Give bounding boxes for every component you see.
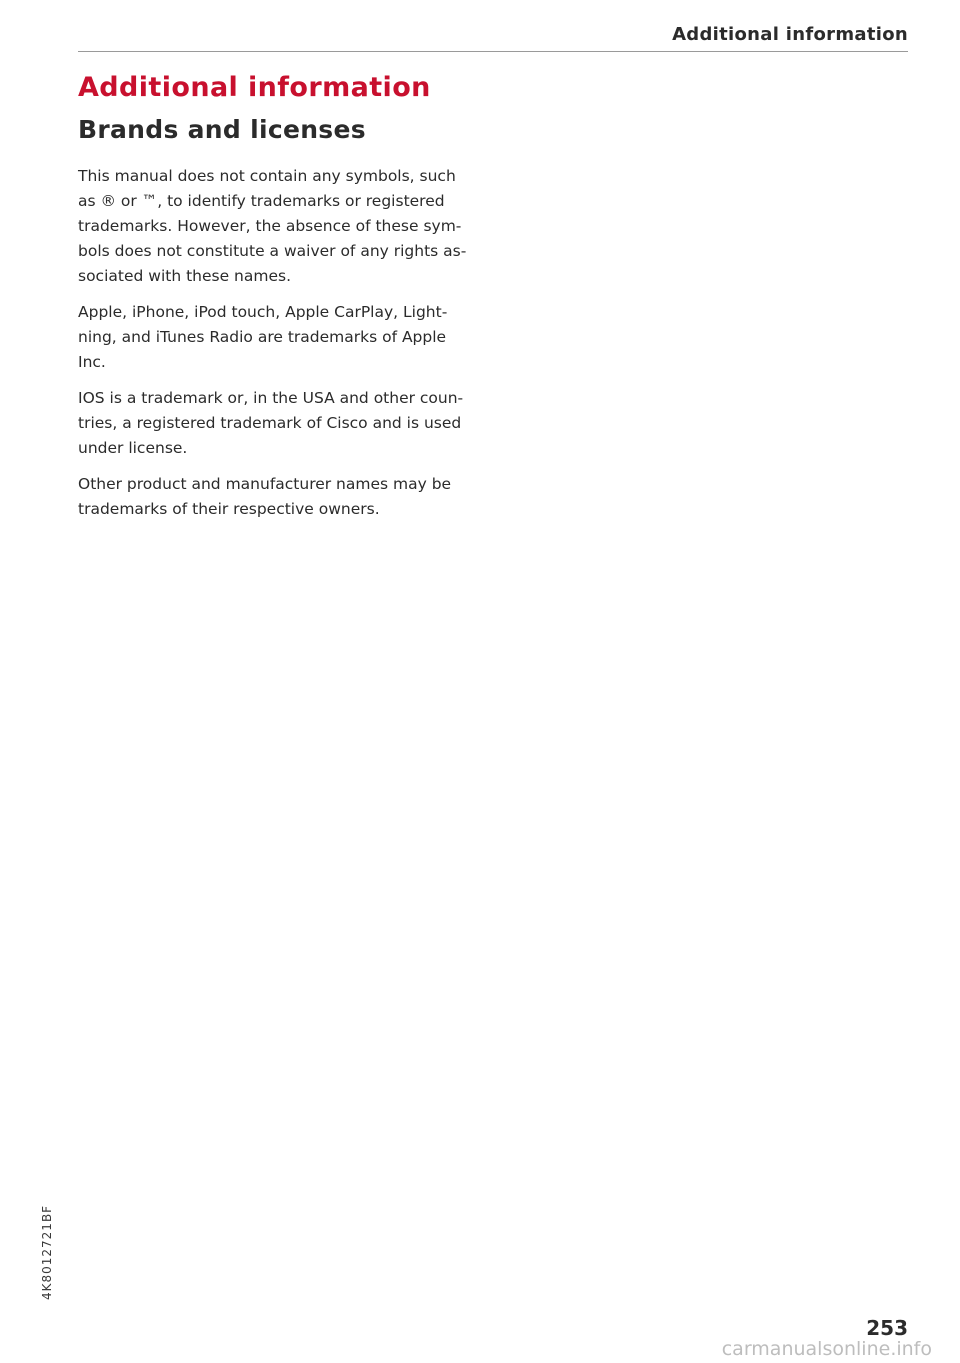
paragraph-ios-trademark	[78, 386, 488, 461]
paragraph-apple-trademarks	[78, 300, 488, 375]
running-header: Additional information	[672, 24, 908, 45]
text-line: under license.	[78, 439, 188, 457]
text-line: This manual does not contain any symbols, such	[78, 167, 456, 185]
text-line: trademarks of their respective owners.	[78, 500, 380, 518]
section-title: Brands and licenses	[78, 115, 366, 144]
chapter-title: Additional information	[78, 72, 431, 103]
text-line: as ® or ™, to identify trademarks or registered	[78, 192, 445, 210]
page-number: 253	[866, 1316, 908, 1340]
text-line: bols does not constitute a waiver of any rights as-	[78, 242, 467, 260]
text-line: Apple, iPhone, iPod touch, Apple CarPlay, Light-	[78, 303, 448, 321]
watermark-text: carmanualsonline.info	[721, 1338, 932, 1360]
text-line: Inc.	[78, 353, 106, 371]
text-line: ning, and iTunes Radio are trademarks of Apple	[78, 328, 447, 346]
body-text	[78, 164, 488, 533]
text-line: Other product and manufacturer names may be	[78, 475, 452, 493]
text-line: trademarks. However, the absence of these sym-	[78, 217, 462, 235]
text-line: IOS is a trademark or, in the USA and other coun-	[78, 389, 464, 407]
paragraph-other-names	[78, 472, 488, 522]
paragraph-trademark-symbols	[78, 164, 488, 289]
header-rule	[78, 51, 908, 52]
text-line: tries, a registered trademark of Cisco and is used	[78, 414, 462, 432]
document-code: 4K8012721BF	[40, 1204, 54, 1300]
text-line: sociated with these names.	[78, 267, 292, 285]
